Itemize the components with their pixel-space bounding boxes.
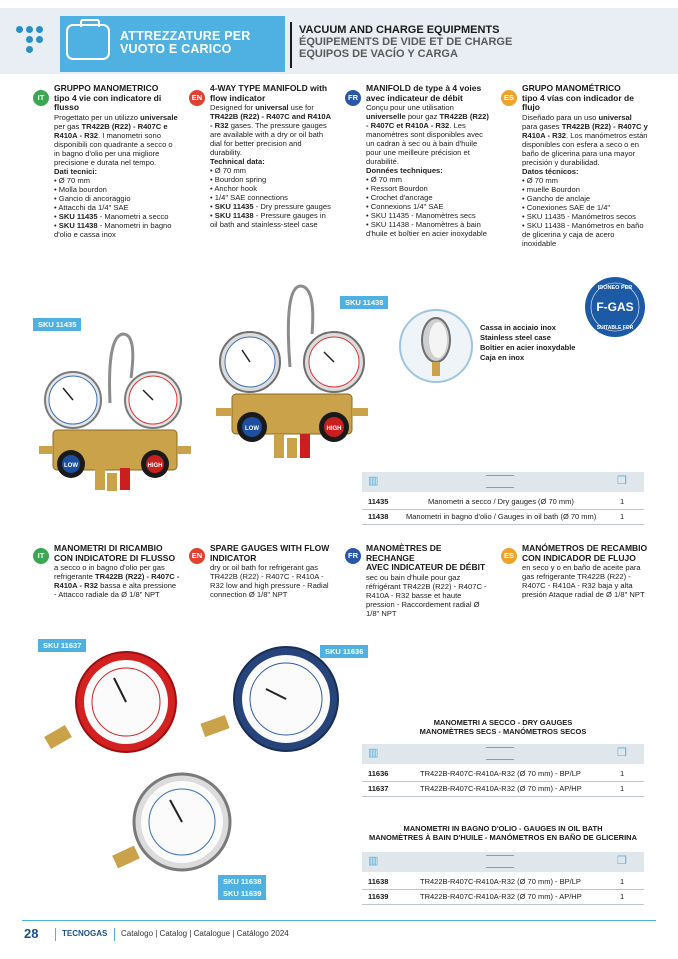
flag-en-icon: EN [189, 90, 205, 106]
package-icon: ❒ [617, 747, 627, 759]
badge-bottom-text: SUITABLE FOR [596, 325, 634, 331]
footer-catalog: Catalogo | Catalog | Catalogue | Catálogo 2024 [121, 929, 289, 938]
table-row: 11438 Manometri in bagno d'olio / Gauges in oil bath (Ø 70 mm) 1 [368, 512, 625, 521]
sku-label-11435: SKU 11435 [33, 318, 81, 331]
section2-es: MANÓMETROS DE RECAMBIO CON INDICADOR DE FLUJO en seco y o en baño de aceite para gas refrigerante TR422B (R22) - R407C - R410A - R32 baja y alta presión Ataque radial de Ø 1/8" NPT [522, 543, 648, 599]
flag-it-icon: IT [33, 548, 49, 564]
table-divider [362, 509, 644, 510]
dimension-icon [486, 747, 514, 760]
sku-label-11638: SKU 11638 [218, 875, 266, 888]
section1-it: GRUPPO MANOMETRICO tipo 4 vie con indicatore di flusso Progettato per un utilizzo universale per gas TR422B (R22) - R407C e R410A - R32. I manometri sono disponibili con quadrante a secco o in bagno d'olio per una migliore precisione e durata nel tempo. Dati tecnici: • Ø 70 mm • Molla bourdon • Gancio di ancoraggio • Attacchi da 1/4" SAE • SKU 11435 - Manometri a secco • SKU 11438 - Manometri in bagno d'olio e cassa inox [54, 84, 178, 239]
flag-fr-icon: FR [345, 548, 361, 564]
dimension-icon [486, 475, 514, 488]
section2-it: MANOMETRI DI RICAMBIO CON INDICATORE DI FLUSSO a secco o in bagno d'olio per gas refrigerante TR422B (R22) - R407C - R410A - R32 bassa e alta pressione - Attacco radiale da Ø 1/8" NPT [54, 543, 180, 599]
section2-en: SPARE GAUGES WITH FLOW INDICATOR dry or oil bath for refrigerant gas TR422B (R22) - R407C - R410A - R32 low and high pressure - Radial connection Ø 1/8" NPT [210, 543, 330, 599]
footer-line [22, 920, 656, 921]
case-detail-image [398, 308, 474, 384]
flag-es-icon: ES [501, 548, 517, 564]
flag-it-icon: IT [33, 90, 49, 106]
flag-en-icon: EN [189, 548, 205, 564]
table-divider [362, 904, 644, 905]
case-callout: Cassa in acciaio inox Stainless steel case Boîtier en acier inoxydable Caja en inox [480, 323, 576, 362]
toolcase-icon [66, 24, 110, 60]
barcode-icon: ▥ [368, 747, 379, 759]
f-gas-badge [584, 276, 646, 338]
table-row: 11636 TR422B-R407C-R410A-R32 (Ø 70 mm) - BP/LP 1 [368, 769, 625, 778]
category-title: ATTREZZATURE PER VUOTO E CARICO [120, 29, 251, 56]
section2-fr: MANOMÈTRES DE RECHANGE AVEC INDICATEUR DE DÉBIT sec ou bain d'huile pour gaz réfrigérant TR422B (R22) - R407C - R410A - R32 basse et haute pression - Raccordement radial Ø 1/8" NPT [366, 543, 487, 618]
table-divider [362, 889, 644, 890]
svg-text:LOW: LOW [245, 426, 259, 432]
footer-divider [114, 928, 115, 941]
table-row: 11638 TR422B-R407C-R410A-R32 (Ø 70 mm) - BP/LP 1 [368, 877, 625, 886]
gauge-11638-image [112, 770, 232, 880]
table3-title: MANOMETRI IN BAGNO D'OLIO - GAUGES IN OIL BATH MANOMÈTRES À BAIN D'HUILE - MANÓMETROS EN BAÑO DE GLICERINA [368, 824, 638, 842]
section1-es: GRUPO MANOMÉTRICO tipo 4 vías con indicador de flujo Diseñado para un uso universal para gases TR422B (R22) - R407C y R410A - R32. Los manómetros están disponibles con esfera a seco o en baño de glicerina para una mayor precisión y durabilidad. Datos técnicos: • Ø 70 mm • muelle Bourdon • Gancho de anclaje • Conexiones SAE de 1/4" • SKU 11435 - Manómetros secos • SKU 11438 - Manómetros en baño de glicerina y caja de acero inoxidable [522, 84, 648, 248]
table-row: 11435 Manometri a secco / Dry gauges (Ø 70 mm) 1 [368, 497, 625, 506]
header-divider [290, 22, 292, 68]
manifold-11435-image [35, 328, 195, 498]
table-divider [362, 796, 644, 797]
flag-es-icon: ES [501, 90, 517, 106]
package-icon: ❒ [617, 855, 627, 867]
manifold-11438-image [212, 282, 372, 472]
gauge-11637-image [42, 650, 192, 760]
table2-title: MANOMETRI A SECCO - DRY GAUGES MANOMÈTRES SECS - MANÓMETROS SECOS [419, 718, 587, 736]
table-divider [362, 524, 644, 525]
footer-brand: TECNOGAS [62, 929, 108, 938]
footer-divider [55, 928, 56, 941]
barcode-icon: ▥ [368, 855, 379, 867]
svg-text:LOW: LOW [64, 463, 78, 469]
sku-label-11639: SKU 11639 [218, 887, 266, 900]
gauge-11636-image [200, 645, 350, 755]
svg-text:HIGH: HIGH [147, 463, 163, 469]
svg-text:HIGH: HIGH [326, 426, 342, 432]
sku-label-11637: SKU 11637 [38, 639, 86, 652]
sku-label-11636: SKU 11636 [320, 645, 368, 658]
badge-top-text: IDONEO PER [597, 285, 633, 291]
barcode-icon: ▥ [368, 475, 379, 487]
page-number: 28 [24, 926, 39, 941]
page-title: VACUUM AND CHARGE EQUIPMENTS ÉQUIPEMENTS DE VIDE ET DE CHARGE EQUIPOS DE VACÍO Y CARGA [299, 24, 513, 60]
table-row: 11639 TR422B-R407C-R410A-R32 (Ø 70 mm) - AP/HP 1 [368, 892, 625, 901]
flag-fr-icon: FR [345, 90, 361, 106]
section1-fr: MANIFOLD de type à 4 voies avec indicateur de débit Conçu pour une utilisation universelle pour gaz TR422B (R22) - R407C et R410A - R32. Les manomètres sont disponibles avec un cadran à sec ou à bain d'huile pour une meilleure précision et durabilité. Données techniques: • Ø 70 mm • Ressort Bourdon • Crochet d'ancrage • Connexions 1/4" SAE • SKU 11435 - Manomètres secs • SKU 11438 - Manomètres à bain d'huile et boîtier en acier inoxydable [366, 84, 490, 238]
section1-en: 4-WAY TYPE MANIFOLD with flow indicator Designed for universal use for TR422B (R22) - R407C and R410A - R32 gases. The pressure gauges are available with a dry or oil bath dial for better precision and durability. Technical data: • Ø 70 mm • Bourdon spring • Anchor hook • 1/4" SAE connections • SKU 11435 - Dry pressure gauges • SKU 11438 - Pressure gauges in oil bath and stainless-steel case [210, 84, 334, 229]
dimension-icon [486, 855, 514, 868]
package-icon: ❒ [617, 475, 627, 487]
brand-dots-icon [14, 24, 54, 64]
sku-label-11438: SKU 11438 [340, 296, 388, 309]
table-divider [362, 781, 644, 782]
table-row: 11637 TR422B-R407C-R410A-R32 (Ø 70 mm) - AP/HP 1 [368, 784, 625, 793]
badge-main-text: F-GAS [596, 300, 634, 314]
